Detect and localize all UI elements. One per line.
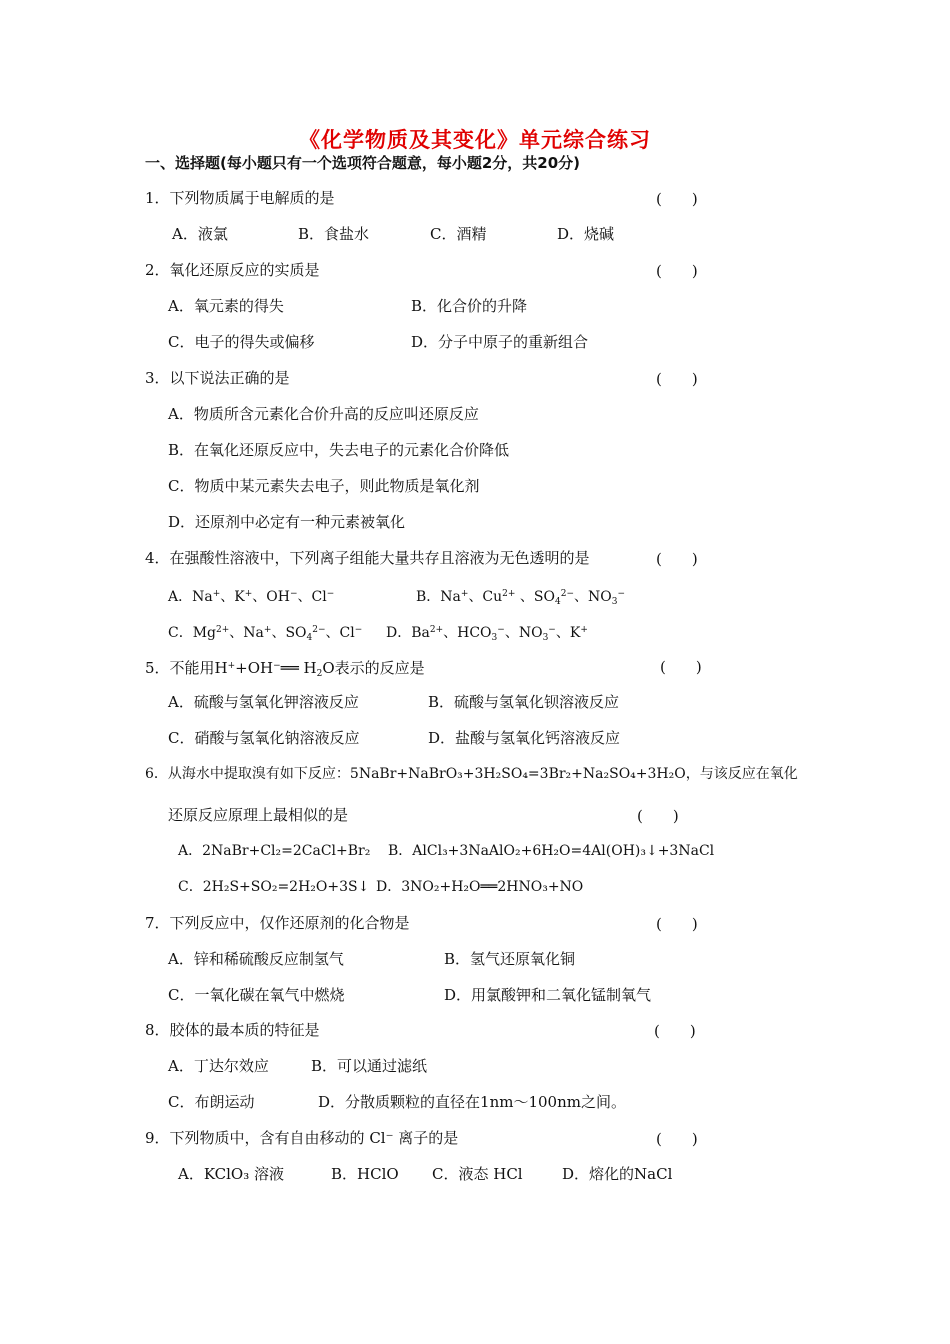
answer-blank-1[interactable]: ( ) bbox=[656, 190, 698, 208]
question-6-stem-cont: 还原反应原理上最相似的是 bbox=[168, 806, 349, 824]
q9-option-b: B．HClO bbox=[331, 1165, 399, 1183]
answer-blank-5[interactable]: ( ) bbox=[660, 658, 702, 676]
page-title: 《化学物质及其变化》单元综合练习 bbox=[299, 128, 651, 152]
q9-option-a: A．KClO₃ 溶液 bbox=[178, 1165, 284, 1183]
question-3-stem: 3．以下说法正确的是 bbox=[145, 369, 290, 387]
answer-blank-2[interactable]: ( ) bbox=[656, 262, 698, 280]
q4-option-c: C．$Mg^{2+}$、Na+、$SO_4^{2-}$、Cl− bbox=[168, 625, 363, 643]
q7-option-d: D．用氯酸钾和二氧化锰制氧气 bbox=[444, 986, 652, 1004]
q4-option-a: A．Na+、K+、OH−、Cl− bbox=[168, 589, 335, 605]
q4-option-d: D．$Ba^{2+}$、$HCO_3^-$、$NO_3^-$、K+ bbox=[386, 625, 588, 643]
q8-option-d: D．分散质颗粒的直径在1nm～100nm之间。 bbox=[318, 1093, 626, 1111]
q2-option-a: A．氧元素的得失 bbox=[168, 297, 284, 315]
q6-option-d: D．3NO₂+H₂O══2HNO₃+NO bbox=[376, 879, 584, 895]
q3-option-d: D．还原剂中必定有一种元素被氧化 bbox=[168, 513, 406, 531]
answer-blank-8[interactable]: ( ) bbox=[654, 1022, 696, 1040]
q6-option-c: C．2H₂S+SO₂=2H₂O+3S↓ bbox=[178, 879, 370, 895]
q6-option-b: B．AlCl₃+3NaAlO₂+6H₂O=4Al(OH)₃↓+3NaCl bbox=[388, 843, 715, 859]
q7-option-c: C．一氧化碳在氧气中燃烧 bbox=[168, 986, 345, 1004]
question-8-stem: 8．胶体的最本质的特征是 bbox=[145, 1021, 320, 1039]
question-7-stem: 7．下列反应中，仅作还原剂的化合物是 bbox=[145, 914, 410, 932]
answer-blank-9[interactable]: ( ) bbox=[656, 1130, 698, 1148]
answer-blank-6[interactable]: ( ) bbox=[637, 807, 679, 825]
q1-option-a: A．液氯 bbox=[172, 225, 228, 243]
q3-option-b: B．在氧化还原反应中，失去电子的元素化合价降低 bbox=[168, 441, 510, 459]
q3-option-a: A．物质所含元素化合价升高的反应叫还原反应 bbox=[168, 405, 479, 423]
q5-option-c: C．硝酸与氢氧化钠溶液反应 bbox=[168, 729, 360, 747]
q5-option-d: D．盐酸与氢氧化钙溶液反应 bbox=[428, 729, 621, 747]
q8-option-b: B．可以通过滤纸 bbox=[311, 1057, 428, 1075]
q7-option-a: A．锌和稀硫酸反应制氢气 bbox=[168, 950, 344, 968]
q6-option-a: A．2NaBr+Cl₂=2CaCl+Br₂ bbox=[178, 843, 371, 859]
q9-option-c: C．液态 HCl bbox=[432, 1165, 523, 1183]
q8-option-a: A．丁达尔效应 bbox=[168, 1057, 269, 1075]
q2-option-c: C．电子的得失或偏移 bbox=[168, 333, 315, 351]
answer-blank-3[interactable]: ( ) bbox=[656, 370, 698, 388]
q1-option-b: B．食盐水 bbox=[298, 225, 370, 243]
q7-option-b: B．氢气还原氧化铜 bbox=[444, 950, 576, 968]
answer-blank-7[interactable]: ( ) bbox=[656, 915, 698, 933]
q3-option-c: C．物质中某元素失去电子，则此物质是氧化剂 bbox=[168, 477, 480, 495]
q5-option-a: A．硫酸与氢氧化钾溶液反应 bbox=[168, 693, 359, 711]
q9-option-d: D．熔化的NaCl bbox=[562, 1165, 673, 1183]
answer-blank-4[interactable]: ( ) bbox=[656, 550, 698, 568]
question-2-stem: 2．氧化还原反应的实质是 bbox=[145, 261, 320, 279]
q4-option-b: B．Na+、$Cu^{2+}$ 、$SO_4^{2-}$、$NO_3^-$ bbox=[416, 589, 626, 607]
q8-option-c: C．布朗运动 bbox=[168, 1093, 255, 1111]
question-6-stem: 6．从海水中提取溴有如下反应：5NaBr+NaBrO₃+3H₂SO₄=3Br₂+Na₂SO₄+3H₂O，与该反应在氧化 bbox=[145, 766, 798, 782]
q1-option-c: C．酒精 bbox=[430, 225, 487, 243]
q1-option-d: D．烧碱 bbox=[557, 225, 615, 243]
q2-option-d: D．分子中原子的重新组合 bbox=[411, 333, 589, 351]
question-4-stem: 4．在强酸性溶液中，下列离子组能大量共存且溶液为无色透明的是 bbox=[145, 549, 590, 567]
section-heading: 一、选择题(每小题只有一个选项符合题意，每小题2分，共20分) bbox=[145, 154, 581, 172]
question-9-stem: 9．下列物质中，含有自由移动的 Cl⁻ 离子的是 bbox=[145, 1129, 459, 1147]
q2-option-b: B．化合价的升降 bbox=[411, 297, 528, 315]
question-1-stem: 1．下列物质属于电解质的是 bbox=[145, 189, 335, 207]
q5-option-b: B．硫酸与氢氧化钡溶液反应 bbox=[428, 693, 620, 711]
question-5-stem: 5．不能用H++OH−══ $H_2O$表示的反应是 bbox=[145, 659, 425, 679]
